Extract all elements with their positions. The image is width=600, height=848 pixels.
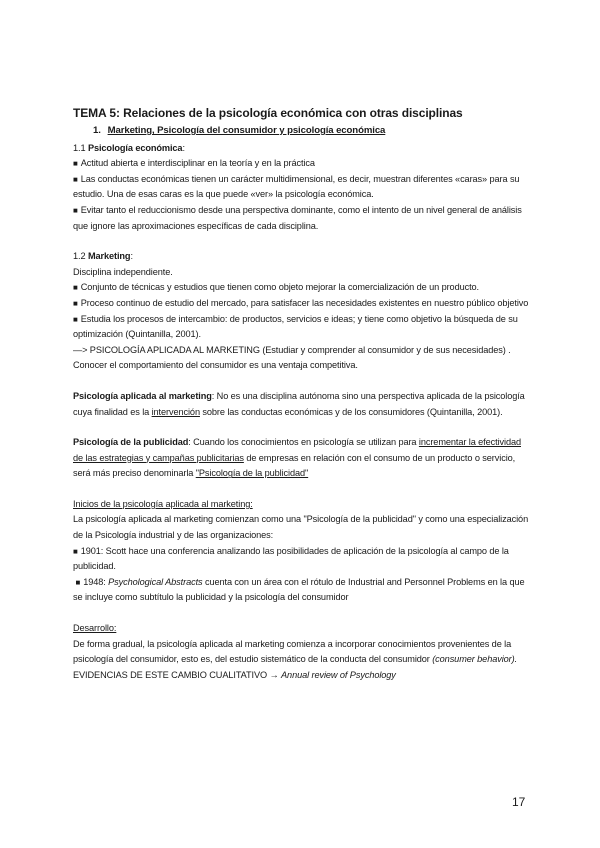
text: EVIDENCIAS DE ESTE CAMBIO CUALITATIVO →: [73, 669, 282, 680]
page-number: 17: [512, 795, 526, 809]
section-1-1-heading: [73, 141, 533, 157]
bullet-item: [73, 296, 533, 312]
italic-text: Annual review of Psychology: [281, 669, 396, 680]
underlined-text: "Psicología de la publicidad": [195, 468, 309, 479]
bullet-text: Proceso continuo de estudio del mercado, para satisfacer las necesidades existentes en nuestro público objetivo: [80, 297, 529, 308]
text: sobre las conductas económicas y de los consumidores (Quintanilla, 2001).: [199, 406, 503, 417]
subtitle-number: 1.: [93, 125, 101, 136]
underlined-text: intervención: [151, 406, 200, 417]
italic-title: Psychological Abstracts: [108, 576, 203, 587]
bullet-item: [73, 544, 533, 575]
heading-number: 1.2: [73, 251, 88, 262]
paragraph-psicologia-aplicada: [73, 389, 533, 420]
square-bullet-icon: ■: [75, 577, 81, 587]
heading-number: 1.1: [73, 142, 88, 153]
section-subtitle: [93, 123, 533, 139]
square-bullet-icon: ■: [73, 314, 78, 324]
arrow-note: —> PSICOLOGÍA APLICADA AL MARKETING (Estudiar y comprender al consumidor y de sus necesidades) . Conocer el comportamiento del consumidor es una ventaja competitiva.: [73, 344, 511, 371]
bullet-text: 1901: Scott hace una conferencia analizando las posibilidades de aplicación de la psicología al campo de la publicidad.: [73, 545, 509, 572]
page-title: TEMA 5: Relaciones de la psicología económica con otras disciplinas: [73, 106, 463, 120]
square-bullet-icon: ■: [73, 174, 78, 184]
bullet-item: [73, 575, 533, 606]
inicios-heading: [73, 497, 533, 513]
paragraph-psicologia-publicidad: [73, 435, 533, 482]
desarrollo-paragraph: [73, 637, 533, 668]
intro-text: Disciplina independiente.: [73, 266, 173, 277]
text: : No es una disciplina autónoma sino una perspectiva aplicada de la psicología cuya finalidad es la: [73, 390, 525, 417]
bullet-year: 1948:: [83, 576, 109, 587]
text: De forma gradual, la psicología aplicada al marketing comienza a incorporar conocimientos provenientes de la psicología del consumidor, esto es, del estudio sistemático de la conducta del consumidor: [73, 638, 512, 665]
evidencias-line: [73, 668, 533, 684]
square-bullet-icon: ■: [73, 546, 78, 556]
desarrollo-heading: [73, 621, 533, 637]
bullet-text: cuenta con un área con el rótulo de Industrial and Personnel Problems en la que se incluye como subtítulo la publicidad y la psicología del consumidor: [73, 576, 525, 603]
bullet-item: [73, 156, 533, 172]
underlined-heading: Inicios de la psicología aplicada al marketing:: [73, 498, 253, 509]
bullet-item: [73, 203, 533, 234]
square-bullet-icon: ■: [73, 283, 78, 293]
bullet-item: [73, 172, 533, 203]
italic-text: (consumer behavior).: [432, 654, 518, 665]
bullet-text: Conjunto de técnicas y estudios que tienen como objeto mejorar la comercialización de un producto.: [80, 282, 479, 293]
heading-colon: :: [130, 251, 133, 262]
bullet-item: [73, 280, 533, 296]
section-1-2-heading: [73, 249, 533, 265]
document-page: [73, 104, 533, 683]
underlined-text: incrementar la efectividad de las estrategias y campañas publicitarias: [73, 437, 521, 463]
bullet-item: [73, 312, 533, 343]
inicios-paragraph: La psicología aplicada al marketing comienzan como una "Psicología de la publicidad" y como una especialización de la Psicología industrial y de las organizaciones:: [73, 514, 529, 541]
square-bullet-icon: ■: [73, 298, 78, 308]
heading-bold: Marketing: [87, 251, 131, 262]
bullet-text: Las conductas económicas tienen un carácter multidimensional, es decir, muestran diferentes «caras» para su estudio. Una de esas caras es la que puede «ver» la psicología económica.: [73, 173, 520, 200]
term-bold: Psicología aplicada al marketing: [73, 390, 212, 401]
text: de empresas en relación con el consumo de un producto o servicio, será más preciso denominarla: [73, 452, 516, 479]
heading-colon: :: [182, 142, 185, 153]
underlined-heading: Desarrollo:: [73, 623, 117, 634]
square-bullet-icon: ■: [73, 205, 78, 215]
bullet-text: Actitud abierta e interdisciplinar en la teoría y en la práctica: [80, 158, 315, 169]
subtitle-text: Marketing, Psicología del consumidor y psicología económica: [107, 125, 386, 136]
bullet-text: Evitar tanto el reduccionismo desde una perspectiva dominante, como el intento de un nivel general de análisis que ignore las aproximaciones específicas de cada disciplina.: [73, 204, 522, 231]
bullet-text: Estudia los procesos de intercambio: de productos, servicios e ideas; y tiene como objetivo la búsqueda de su optimización (Quintanilla, 2001).: [73, 313, 518, 340]
term-bold: Psicología de la publicidad: [73, 437, 189, 448]
square-bullet-icon: ■: [73, 159, 78, 169]
heading-bold: Psicología económica: [87, 142, 183, 153]
text: : Cuando los conocimientos en psicología se utilizan para: [188, 437, 419, 448]
